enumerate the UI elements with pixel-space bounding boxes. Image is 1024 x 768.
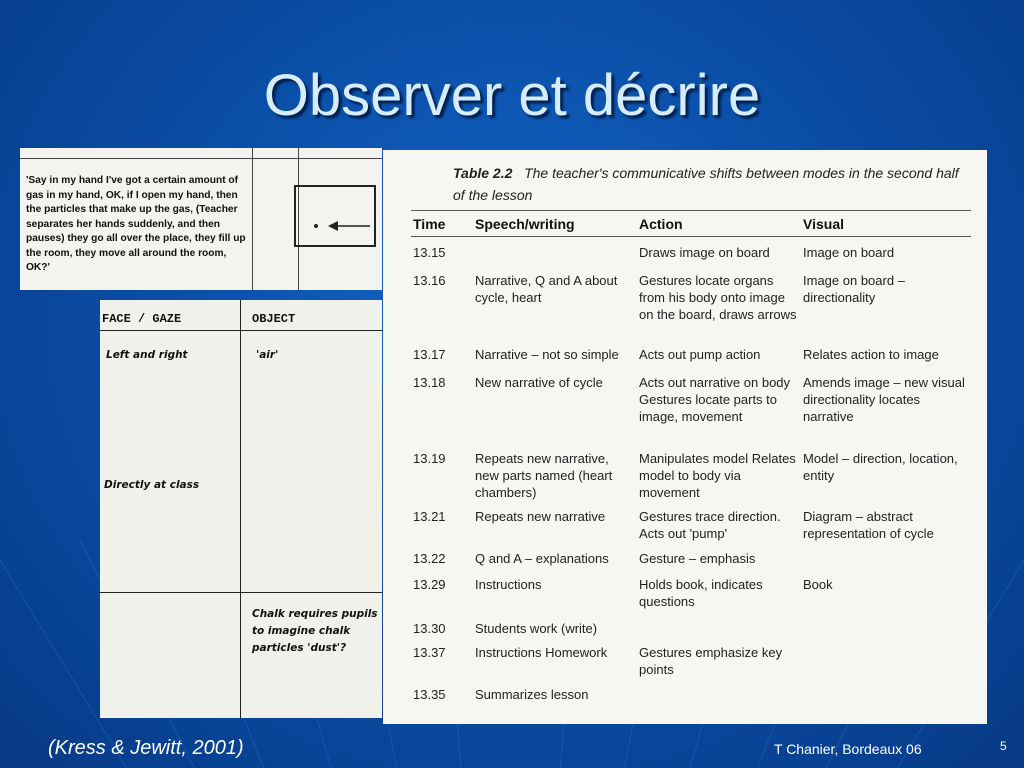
cell-speech: Repeats new narrative, new parts named (heart chambers) <box>475 451 613 500</box>
cell-time: 13.19 <box>413 451 446 466</box>
face-gaze-header: FACE / GAZE <box>102 312 182 326</box>
header-time: Time <box>413 216 446 232</box>
slide-title: Observer et décrire <box>263 63 761 128</box>
cell-action: Gestures emphasize key points <box>639 645 783 677</box>
citation: (Kress & Jewitt, 2001) <box>48 737 244 759</box>
scan-rule <box>100 330 382 331</box>
cell-visual: Model – direction, location, entity <box>803 451 958 483</box>
table-header-rule <box>411 236 971 237</box>
cell-action: Acts out pump action <box>639 347 761 362</box>
left-right-note: Left and right <box>106 349 188 361</box>
cell-visual: Image on board <box>803 245 895 260</box>
cell-action: Gesture – emphasis <box>639 551 756 566</box>
cell-action: Manipulates model Relates model to body via movement <box>639 451 796 500</box>
cell-speech: Q and A – explanations <box>475 551 609 566</box>
header-visual: Visual <box>803 216 844 232</box>
scan-column-line <box>240 300 241 718</box>
cell-time: 13.29 <box>413 577 446 592</box>
cell-time: 13.15 <box>413 245 446 260</box>
cell-speech: Instructions Homework <box>475 645 608 660</box>
cell-visual: Relates action to image <box>803 347 939 362</box>
cell-visual: Book <box>803 577 833 592</box>
cell-time: 13.22 <box>413 551 446 566</box>
cell-visual: Diagram – abstract representation of cycle <box>803 509 934 541</box>
page-number: 5 <box>1000 739 1007 753</box>
directly-at-class-note: Directly at class <box>104 479 200 491</box>
cell-speech: Summarizes lesson <box>475 687 589 702</box>
cell-time: 13.35 <box>413 687 446 702</box>
chalk-note: Chalk requires pupils to imagine chalk particles 'dust'? <box>252 608 378 654</box>
air-note: 'air' <box>256 349 279 361</box>
cell-time: 13.16 <box>413 273 446 288</box>
cell-visual: Image on board – directionality <box>803 273 905 305</box>
table-caption <box>453 162 973 206</box>
cell-action: Acts out narrative on body Gestures locate parts to image, movement <box>639 375 791 424</box>
header-speech: Speech/writing <box>475 216 575 232</box>
cell-action: Gestures locate organs from his body onto image on the board, draws arrows <box>639 273 797 322</box>
quote-scan <box>20 148 382 290</box>
object-header: OBJECT <box>252 312 296 326</box>
cell-speech: Repeats new narrative <box>475 509 606 524</box>
author-footer: T Chanier, Bordeaux 06 <box>774 741 922 757</box>
cell-speech: Narrative, Q and A about cycle, heart <box>475 273 618 305</box>
cell-speech: New narrative of cycle <box>475 375 603 390</box>
table-label: Table 2.2 <box>453 165 513 181</box>
cell-speech: Instructions <box>475 577 542 592</box>
table-caption-text: The teacher's communicative shifts between modes in the second half of the lesson <box>453 165 959 203</box>
table-top-rule <box>411 210 971 211</box>
cell-action: Gestures trace direction. Acts out 'pump' <box>639 509 781 541</box>
header-action: Action <box>639 216 683 232</box>
scan-rule <box>100 592 382 593</box>
cell-time: 13.17 <box>413 347 446 362</box>
table-2-2 <box>383 150 987 724</box>
cell-speech: Students work (write) <box>475 621 598 636</box>
face-gaze-scan <box>100 300 382 718</box>
teacher-quote: 'Say in my hand I've got a certain amount of gas in my hand, OK, if I open my hand, then the particles that make up the gas, (Teacher separates her hands suddenly, and then pauses) they go all over the place, they fill up the room, they move all around the room, OK?' <box>26 175 246 273</box>
scan-rule <box>20 158 382 159</box>
cell-time: 13.18 <box>413 375 446 390</box>
arrow-diagram-icon <box>292 182 382 252</box>
cell-action: Holds book, indicates questions <box>639 577 763 609</box>
cell-time: 13.21 <box>413 509 446 524</box>
cell-visual: Amends image – new visual directionality locates narrative <box>803 375 965 424</box>
cell-action: Draws image on board <box>639 245 770 260</box>
scan-column-line <box>252 148 253 290</box>
cell-time: 13.37 <box>413 645 446 660</box>
cell-speech: Narrative – not so simple <box>475 347 619 362</box>
cell-time: 13.30 <box>413 621 446 636</box>
